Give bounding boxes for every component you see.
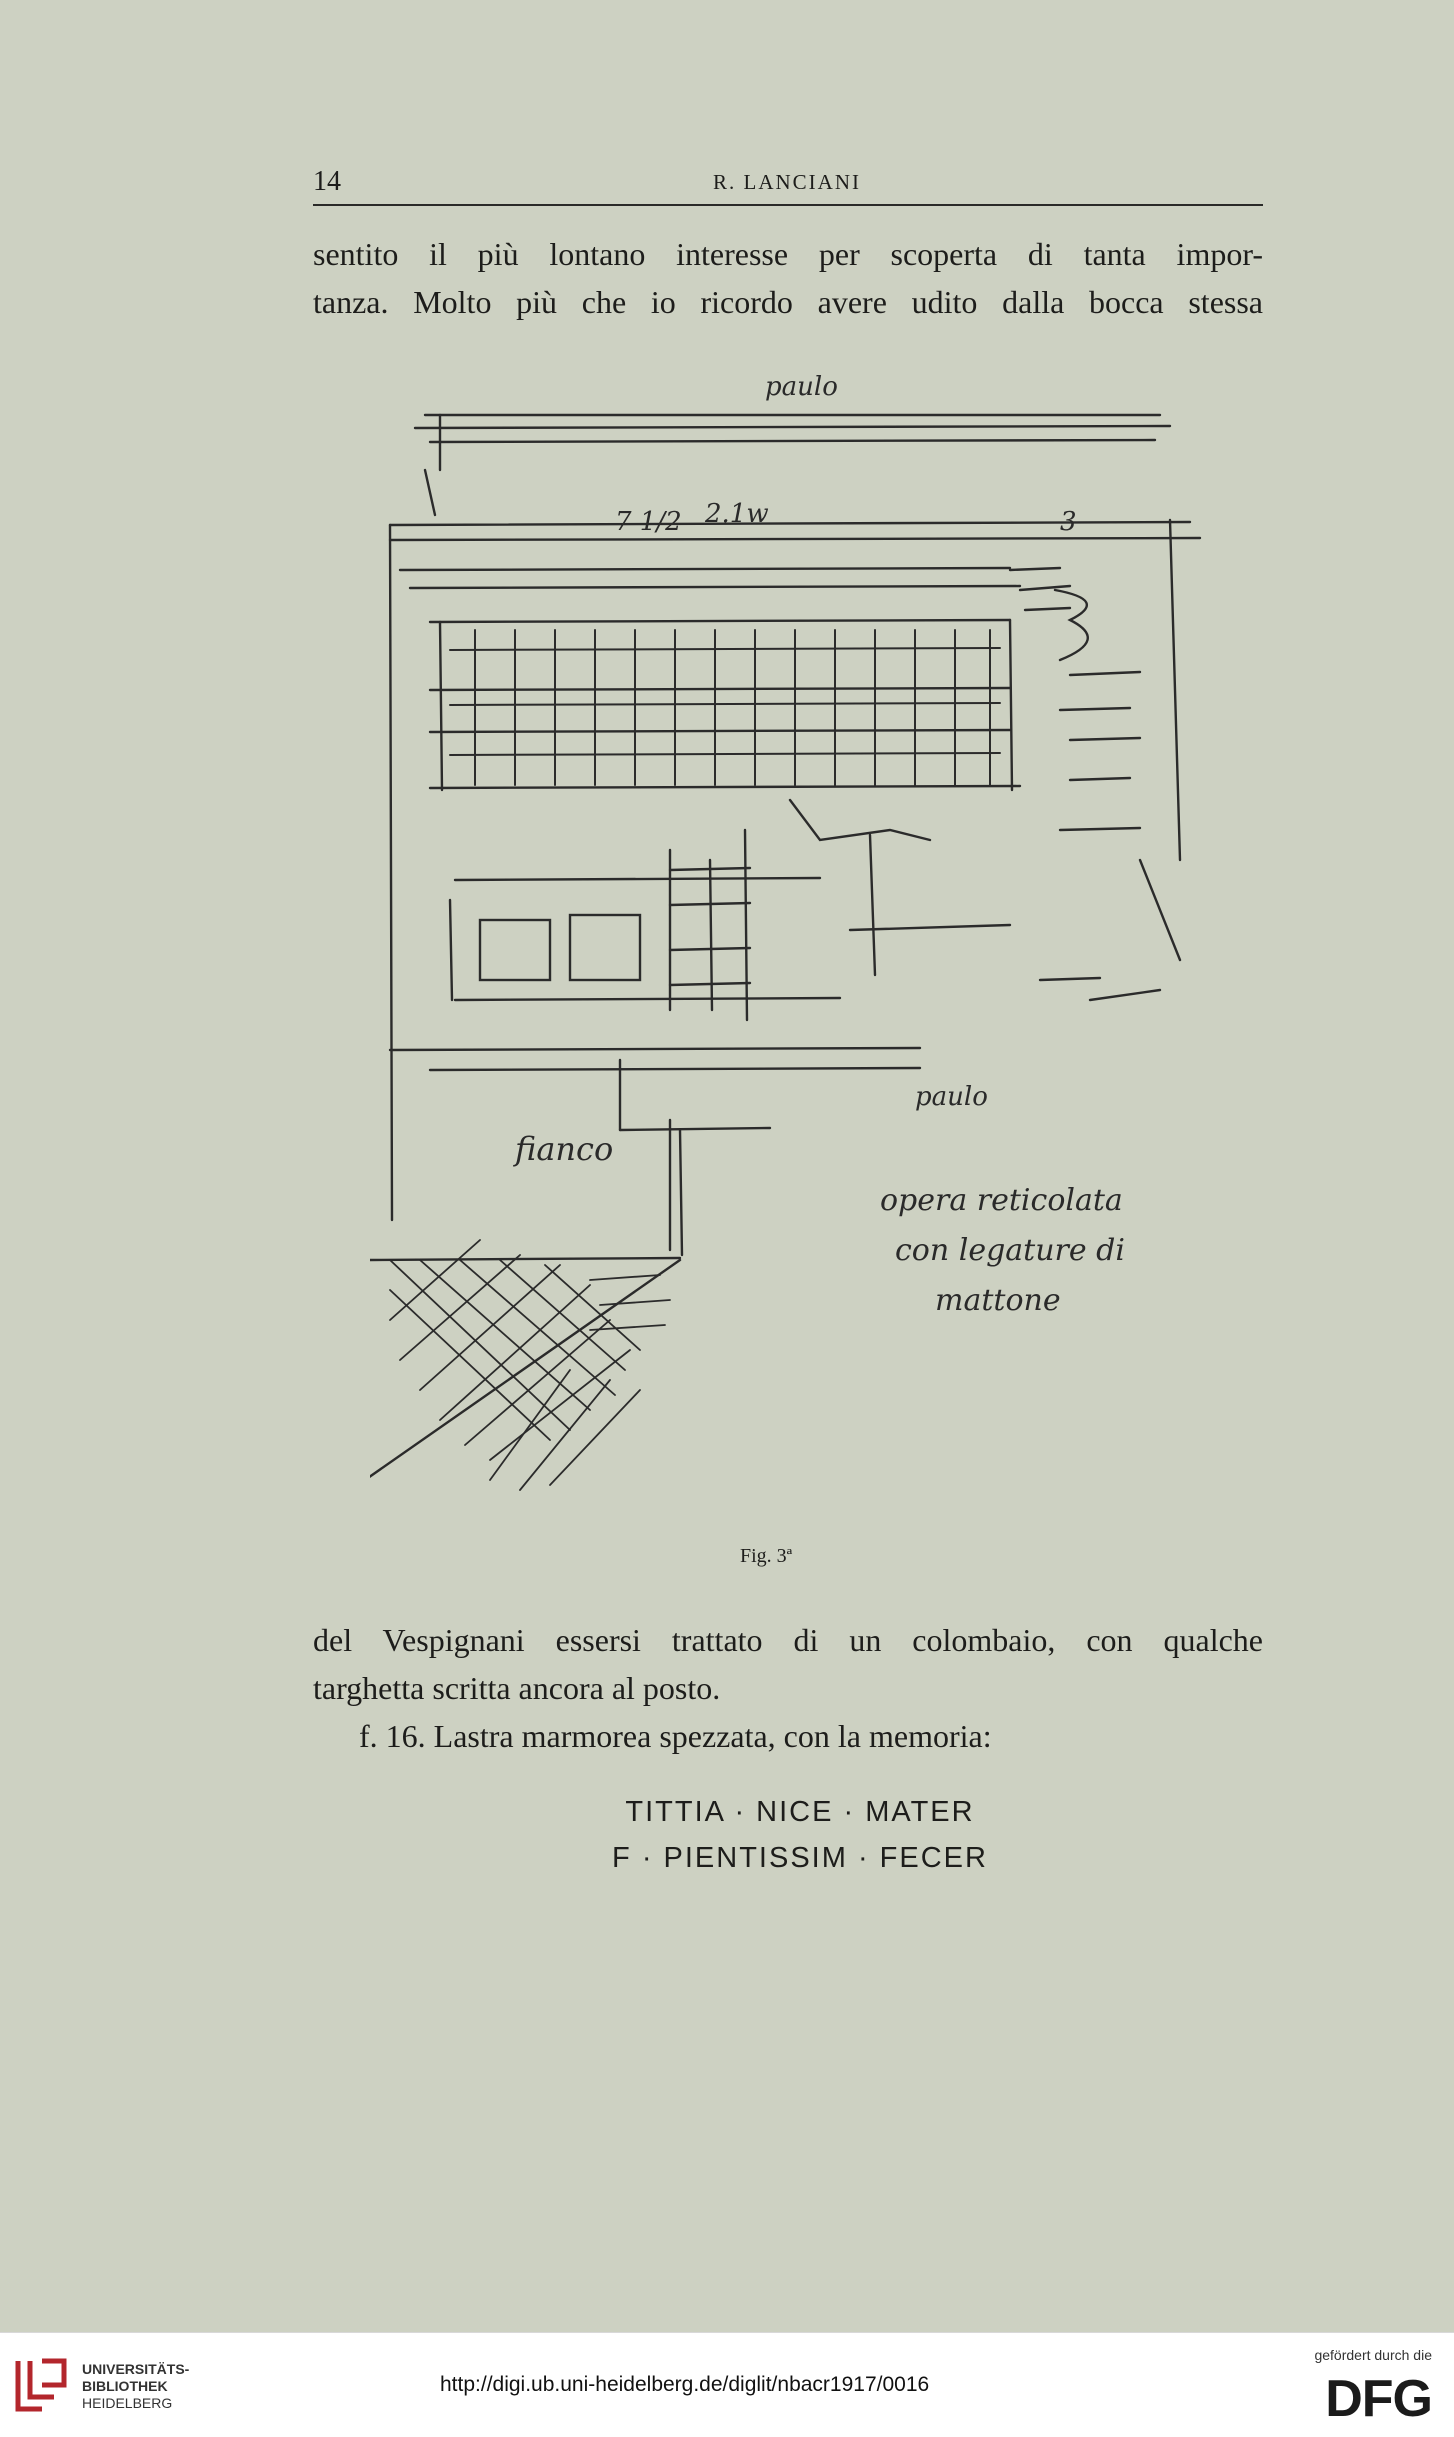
library-name-line: UNIVERSITÄTS- xyxy=(82,2361,190,2377)
label-top: paulo xyxy=(765,372,838,402)
note-line-1: opera reticolata xyxy=(880,1183,1123,1218)
paragraph-3: f. 16. Lastra marmorea spezzata, con la memoria: xyxy=(359,1718,992,1754)
sponsor-label: gefördert durch die xyxy=(1314,2347,1432,2363)
note-line-3: mattone xyxy=(935,1283,1061,1318)
page-header xyxy=(313,166,1263,202)
text-line: tanza. Molto più che io ricordo avere udito dalla bocca stessa xyxy=(313,284,1263,320)
sketch-figure xyxy=(370,360,1250,1540)
header-rule xyxy=(313,204,1263,206)
text-line: del Vespignani essersi trattato di un colombaio, con qualche xyxy=(313,1622,1263,1658)
library-name-line: HEIDELBERG xyxy=(82,2395,173,2411)
running-head: R. LANCIANI xyxy=(713,170,861,194)
dim-mid: 2.1w xyxy=(705,499,769,529)
digitization-footer xyxy=(0,2332,1454,2437)
label-flank: fianco xyxy=(515,1130,614,1168)
colombarium-sketch xyxy=(370,360,1250,1540)
label-side: paulo xyxy=(915,1082,988,1112)
library-name xyxy=(82,2361,189,2412)
text-line: sentito il più lontano interesse per scoperta di tanta impor- xyxy=(313,236,1263,272)
inscription-line-1: TITTIA · NICE · MATER xyxy=(625,1796,975,1828)
text-line: targhetta scritta ancora al posto. xyxy=(313,1670,721,1706)
dim-left: 7 1/2 xyxy=(615,507,682,537)
paragraph-2 xyxy=(313,1616,1263,1712)
library-name-line: BIBLIOTHEK xyxy=(82,2378,168,2394)
dim-right: 3 xyxy=(1060,507,1077,537)
figure-caption: Fig. 3ª xyxy=(740,1545,793,1567)
dfg-logo: DFG xyxy=(1325,2370,1432,2428)
note-line-2: con legature di xyxy=(895,1233,1125,1268)
paragraph-1 xyxy=(313,230,1263,326)
university-library-logo-icon xyxy=(12,2353,70,2417)
inscription-line-2: F · PIENTISSIM · FECER xyxy=(612,1842,988,1874)
source-url-link[interactable]: http://digi.ub.uni-heidelberg.de/diglit/nbacr1917/0016 xyxy=(440,2373,930,2396)
page-number: 14 xyxy=(313,166,341,197)
